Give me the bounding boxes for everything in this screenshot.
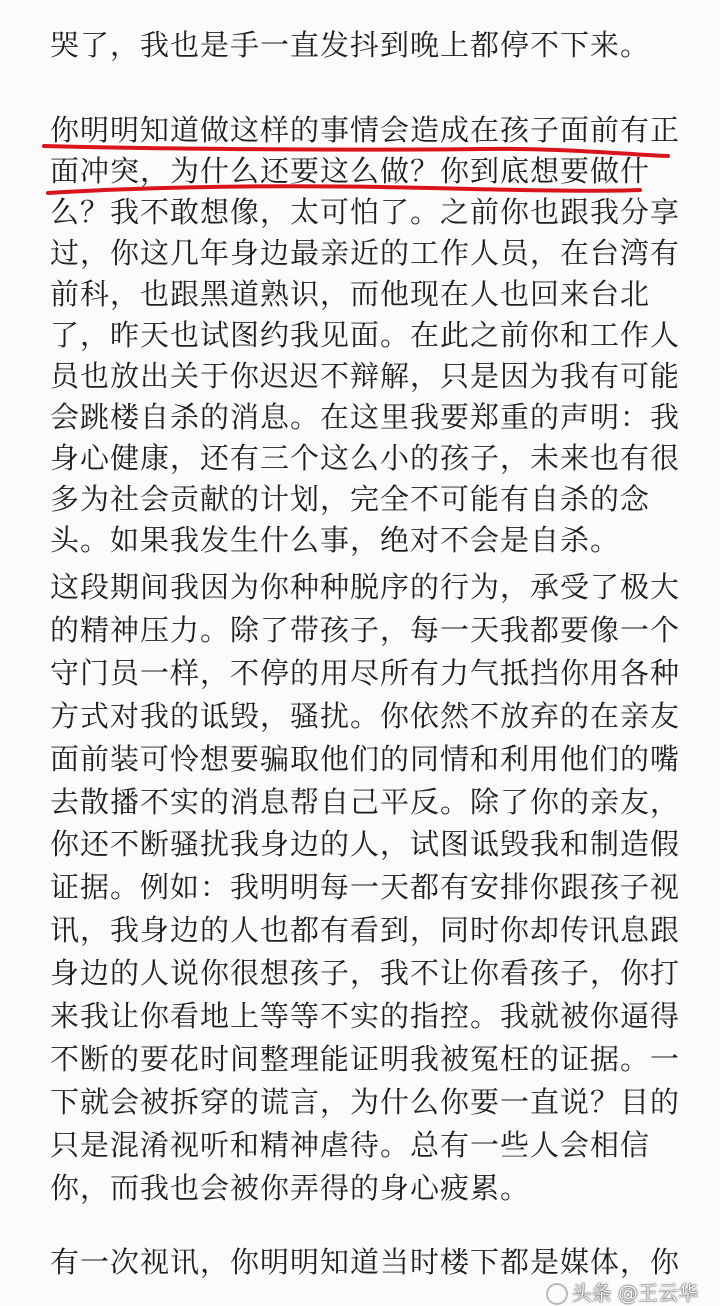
- text-line: 头。如果我发生什么事，绝对不会是自杀。: [50, 523, 621, 557]
- text-line: 证据。例如：我明明每一天都有安排你跟孩子视: [50, 870, 681, 905]
- text-line: 你明明知道做这样的事情会造成在孩子面前有正: [50, 113, 681, 147]
- text-line: 你，而我也会被你弄得的身心疲累。: [50, 1170, 531, 1205]
- text-line: 有一次视讯，你明明知道当时楼下都是媒体，你: [50, 1245, 681, 1279]
- text-line: 守门员一样，不停的用尽所有力气抵挡你用各种: [50, 655, 681, 690]
- weibo-icon: [546, 1283, 568, 1305]
- watermark-text: 头条 @王云华: [571, 1280, 698, 1305]
- text-line: 的精神压力。除了带孩子，每一天我都要像一个: [50, 612, 681, 647]
- text-line: 讯，我身边的人也都有看到，同时你却传讯息跟: [50, 913, 681, 948]
- text-line: 员也放出关于你迟迟不辩解，只是因为我有可能: [50, 359, 681, 393]
- text-line: 身边的人说你很想孩子，我不让你看孩子，你打: [50, 956, 681, 991]
- text-line: 方式对我的诋毁，骚扰。你依然不放弃的在亲友: [50, 698, 681, 733]
- text-line: 哭了，我也是手一直发抖到晚上都停不下来。: [50, 28, 651, 62]
- text-line: 只是混淆视听和精神虐待。总有一些人会相信: [50, 1127, 651, 1162]
- text-line: 这段期间我因为你种种脱序的行为，承受了极大: [50, 570, 681, 604]
- text-line: 前科，也跟黑道熟识，而他现在人也回来台北: [50, 277, 651, 311]
- text-line: 过，你这几年身边最亲近的工作人员，在台湾有: [50, 236, 681, 270]
- text-line: 你还不断骚扰我身边的人，试图诋毁我和制造假: [50, 827, 681, 862]
- text-line: 多为社会贡献的计划，完全不可能有自杀的念: [50, 482, 651, 516]
- text-line: 不断的要花时间整理能证明我被冤枉的证据。一: [50, 1041, 681, 1076]
- text-line: 了，昨天也试图约我见面。在此之前你和工作人: [50, 318, 681, 352]
- text-line: 会跳楼自杀的消息。在这里我要郑重的声明：我: [50, 400, 681, 434]
- text-line: 面冲突，为什么还要这么做？你到底想要做什: [50, 154, 651, 188]
- text-line: 来我让你看地上等等不实的指控。我就被你逼得: [50, 999, 681, 1033]
- text-line: 面前装可怜想要骗取他们的同情和利用他们的嘴: [50, 741, 681, 776]
- text-line: 下就会被拆穿的谎言，为什么你要一直说？目的: [50, 1084, 681, 1119]
- text-line: 去散播不实的消息帮自己平反。除了你的亲友，: [50, 784, 681, 819]
- text-line: 身心健康，还有三个这么小的孩子，未来也有很: [50, 441, 681, 475]
- text-line: 么？我不敢想像，太可怕了。之前你也跟我分享: [50, 195, 681, 229]
- watermark: [546, 1281, 698, 1306]
